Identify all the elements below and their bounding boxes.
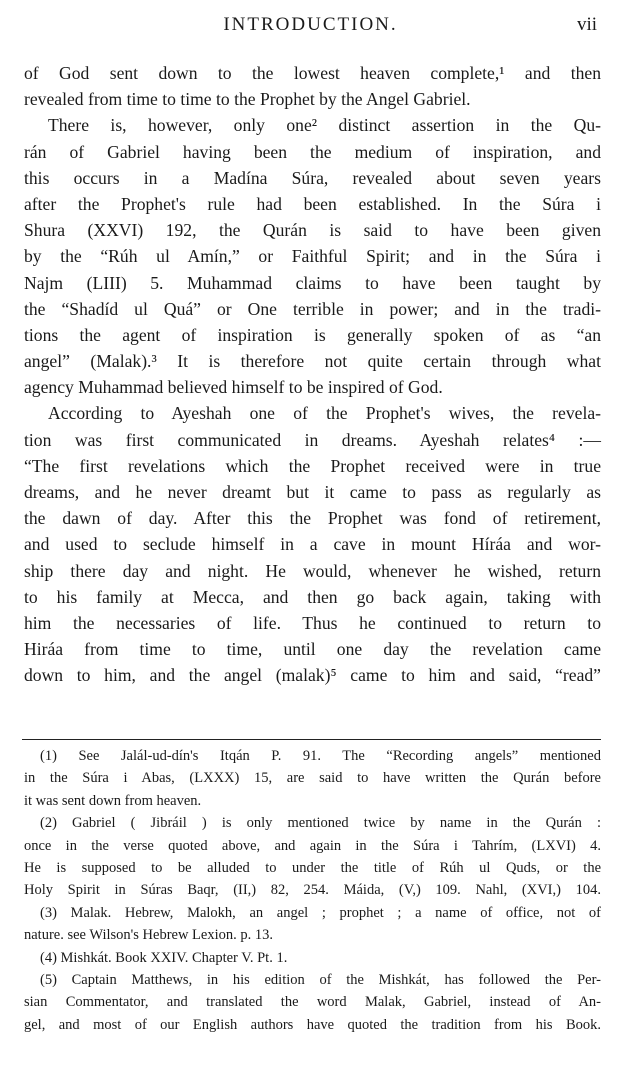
text-line: him the necessaries of life. Thus he continued to return to — [24, 612, 601, 633]
text-line: Shura (XXVI) 192, the Qurán is said to have been given — [24, 220, 601, 241]
footnote-line: Holy Spirit in Súras Baqr, (II,) 82, 254. Máida, (V,) 109. Nahl, (XVI,) 104. — [24, 882, 601, 899]
text-line: of God sent down to the lowest heaven complete,¹ and then — [24, 63, 601, 83]
text-line: There is, however, only one² distinct assertion in the Qu- — [48, 115, 601, 136]
text-line: ship there day and night. He would, whenever he wished, return — [24, 560, 601, 581]
text-line: dreams, and he never dreamt but it came to pass as regularly as — [24, 482, 601, 502]
footnote-divider — [22, 739, 601, 740]
text-line: “The first revelations which the Prophet received were in true — [24, 455, 601, 476]
text-line: rán of Gabriel having been the medium of inspiration, and — [24, 141, 601, 162]
text-line: According to Ayeshah one of the Prophet's wives, the revela- — [48, 403, 601, 424]
footnote-line: (4) Mishkát. Book XXIV. Chapter V. Pt. 1. — [40, 949, 288, 966]
main-text — [24, 60, 601, 689]
text-line: angel” (Malak).³ It is therefore not quite certain through what — [24, 351, 601, 372]
footnote-line: it was sent down from heaven. — [24, 792, 202, 809]
footnote-line: (1) See Jalál-ud-dín's Itqán P. 91. The “Recording angels” mentioned — [40, 748, 601, 764]
page-number: vii — [576, 14, 597, 35]
footnote-line: (2) Gabriel ( Jibráil ) is only mentioned twice by name in the Qurán : — [40, 815, 601, 832]
footnote-line: once in the verse quoted above, and again in the Súra i Tahrím, (LXVI) 4. — [24, 837, 601, 854]
footnote-line: gel, and most of our English authors have quoted the tradition from his Book. — [24, 1016, 601, 1033]
footnotes — [24, 745, 601, 1036]
text-line: down to him, and the angel (malak)⁵ came to him and said, “read” — [24, 665, 601, 686]
text-line: the “Shadíd ul Quá” or One terrible in power; and in the tradi- — [24, 298, 601, 319]
text-line: revealed from time to time to the Prophet by the Angel Gabriel. — [24, 89, 471, 110]
text-line: this occurs in a Madína Súra, revealed about seven years — [24, 167, 601, 188]
running-header — [24, 14, 597, 38]
text-line: and used to seclude himself in a cave in mount Híráa and wor- — [24, 534, 601, 555]
footnote-line: in the Súra i Abas, (LXXX) 15, are said to have written the Qurán before — [24, 770, 601, 787]
text-line: agency Muhammad believed himself to be inspired of God. — [24, 377, 443, 398]
footnote-line: sian Commentator, and translated the word Malak, Gabriel, instead of An- — [24, 994, 601, 1011]
text-line: tion was first communicated in dreams. Ayeshah relates⁴ :— — [24, 429, 601, 450]
footnote-line: nature. see Wilson's Hebrew Lexion. p. 13. — [24, 927, 274, 944]
text-line: after the Prophet's rule had been established. In the Súra i — [24, 193, 601, 214]
text-line: Najm (LIII) 5. Muhammad claims to have been taught by — [24, 272, 601, 293]
footnote-line: (3) Malak. Hebrew, Malokh, an angel ; prophet ; a name of office, not of — [40, 904, 601, 921]
text-line: Hiráa from time to time, until one day the revelation came — [24, 639, 601, 660]
text-line: to his family at Mecca, and then go back again, taking with — [24, 586, 601, 607]
page-title: INTRODUCTION. — [223, 14, 398, 35]
text-line: tions the agent of inspiration is generally spoken of as “an — [24, 324, 601, 345]
text-line: by the “Rúh ul Amín,” or Faithful Spirit; and in the Súra i — [24, 246, 601, 267]
footnote-line: (5) Captain Matthews, in his edition of the Mishkát, has followed the Per- — [40, 971, 601, 988]
footnote-line: He is supposed to be alluded to under the title of Rúh ul Quds, or the — [24, 859, 601, 876]
text-line: the dawn of day. After this the Prophet was fond of retirement, — [24, 508, 601, 529]
